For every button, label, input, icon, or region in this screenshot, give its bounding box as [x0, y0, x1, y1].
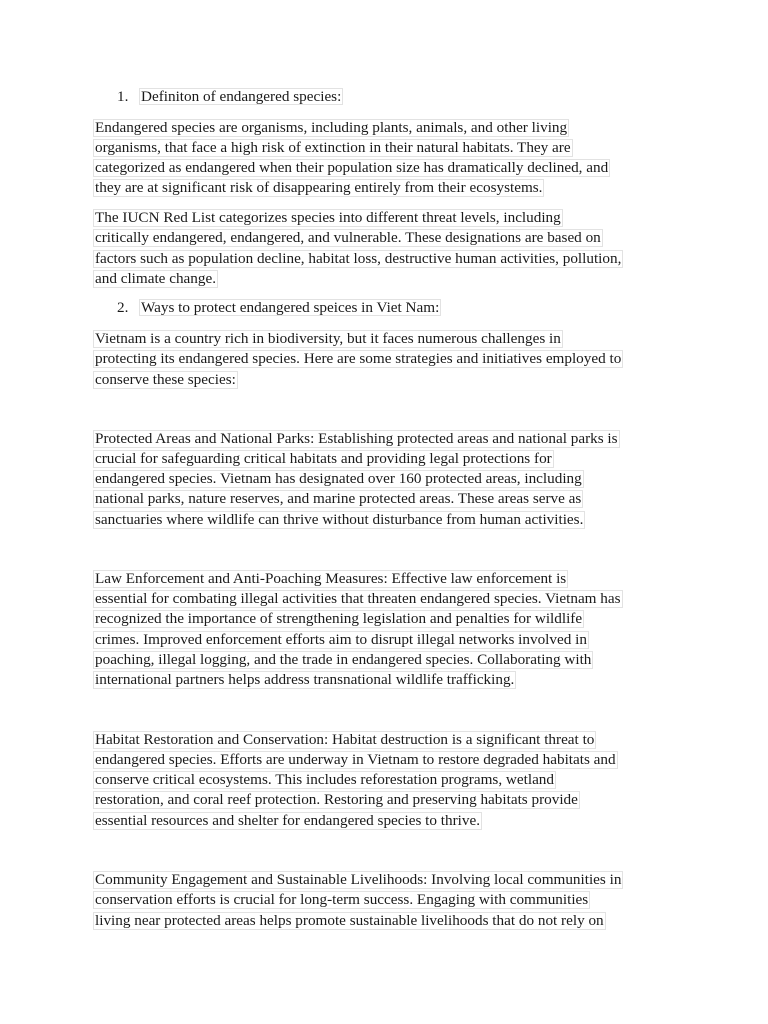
section-heading-text: Ways to protect endangered speices in Viet Nam:	[141, 299, 440, 316]
text-line: Endangered species are organisms, including plants, animals, and other living	[95, 119, 568, 136]
section-heading-text: Definiton of endangered species:	[141, 88, 342, 105]
text-line: endangered species. Vietnam has designated over 160 protected areas, including	[95, 470, 582, 487]
text-line: essential resources and shelter for endangered species to thrive.	[95, 812, 481, 829]
text-line: crucial for safeguarding critical habitats and providing legal protections for	[95, 450, 552, 467]
text-line: Protected Areas and National Parks: Establishing protected areas and national parks is	[95, 430, 618, 447]
text-line: restoration, and coral reef protection. Restoring and preserving habitats provide	[95, 791, 578, 808]
text-line: conserve critical ecosystems. This includes reforestation programs, wetland	[95, 771, 554, 788]
text-line: conservation efforts is crucial for long-term success. Engaging with communities	[95, 891, 589, 908]
text-line: living near protected areas helps promote sustainable livelihoods that do not rely on	[95, 912, 604, 929]
text-line: factors such as population decline, habitat loss, destructive human activities, pollution,	[95, 250, 622, 267]
text-line: they are at significant risk of disappearing entirely from their ecosystems.	[95, 179, 543, 196]
section-number: 2.	[117, 299, 129, 316]
section-heading-1	[115, 88, 345, 106]
text-line: Law Enforcement and Anti-Poaching Measures: Effective law enforcement is	[95, 570, 567, 587]
text-line: categorized as endangered when their population size has dramatically declined, and	[95, 159, 609, 176]
text-line: Habitat Restoration and Conservation: Habitat destruction is a significant threat to	[95, 731, 595, 748]
text-line: Community Engagement and Sustainable Livelihoods: Involving local communities in	[95, 871, 622, 888]
section-number: 1.	[117, 88, 129, 105]
text-line: sanctuaries where wildlife can thrive without disturbance from human activities.	[95, 511, 584, 528]
text-line: protecting its endangered species. Here are some strategies and initiatives employed to	[95, 350, 622, 367]
text-line: Vietnam is a country rich in biodiversity, but it faces numerous challenges in	[95, 330, 561, 347]
section-heading-2	[115, 299, 443, 317]
text-line: national parks, nature reserves, and marine protected areas. These areas serve as	[95, 490, 582, 507]
text-line: organisms, that face a high risk of extinction in their natural habitats. They are	[95, 139, 571, 156]
text-line: endangered species. Efforts are underway in Vietnam to restore degraded habitats and	[95, 751, 616, 768]
text-line: essential for combating illegal activities that threaten endangered species. Vietnam has	[95, 590, 621, 607]
text-line: international partners helps address transnational wildlife trafficking.	[95, 671, 515, 688]
text-line: and climate change.	[95, 270, 217, 287]
text-line: critically endangered, endangered, and vulnerable. These designations are based on	[95, 229, 601, 246]
text-line: The IUCN Red List categorizes species into different threat levels, including	[95, 209, 561, 226]
text-line: conserve these species:	[95, 371, 236, 388]
text-line: crimes. Improved enforcement efforts aim to disrupt illegal networks involved in	[95, 631, 587, 648]
text-line: poaching, illegal logging, and the trade in endangered species. Collaborating with	[95, 651, 592, 668]
text-line: recognized the importance of strengthening legislation and penalties for wildlife	[95, 610, 583, 627]
